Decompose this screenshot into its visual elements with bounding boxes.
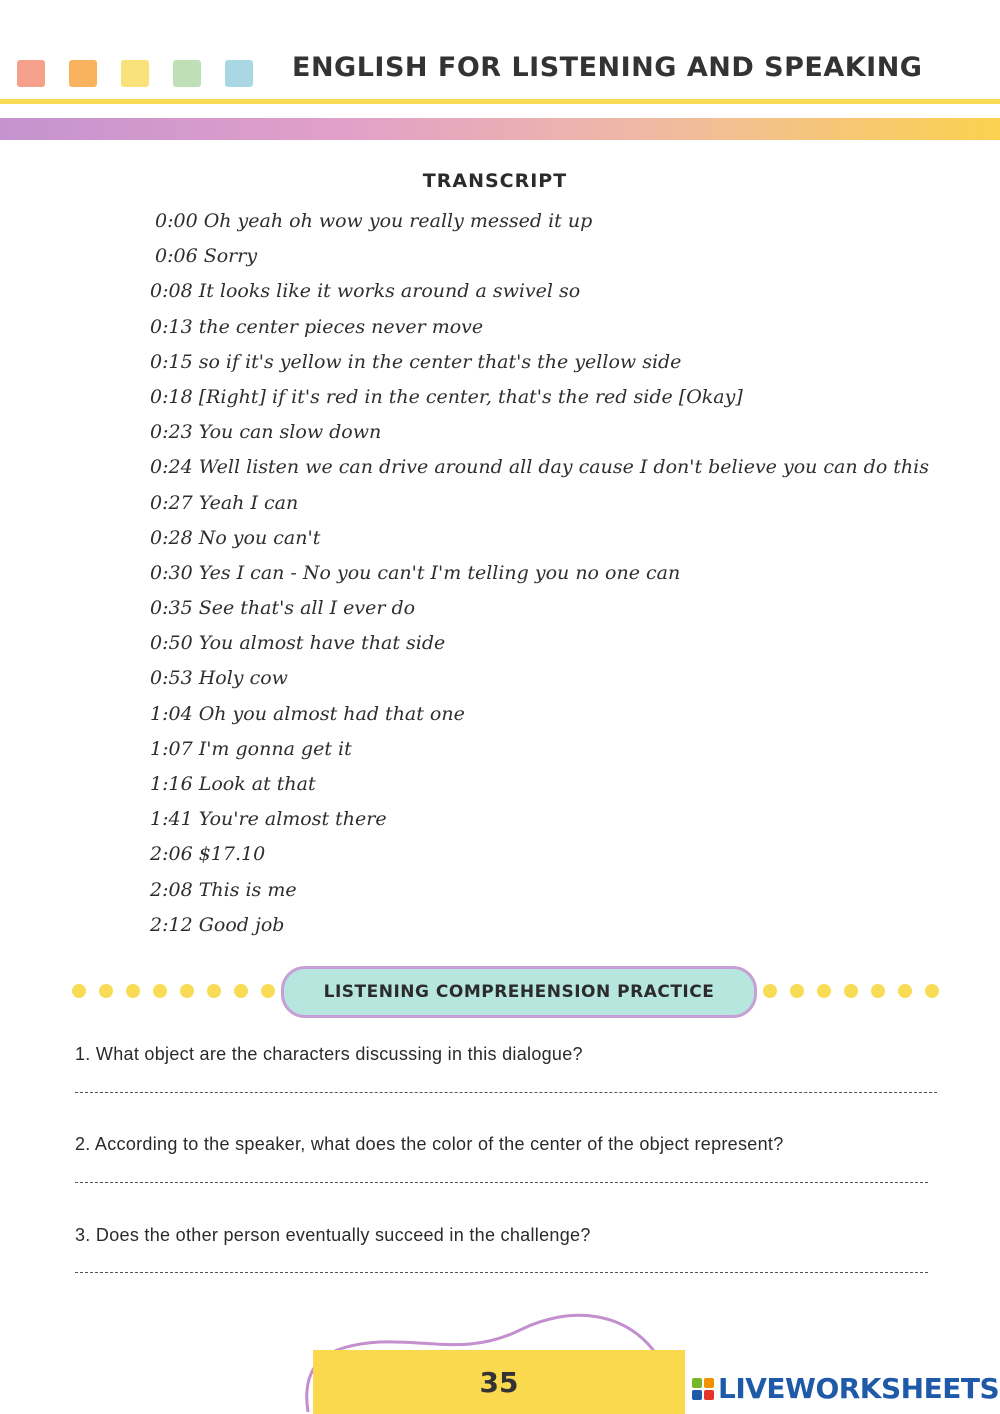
question-1: 1. What object are the characters discussing in this dialogue? xyxy=(75,1044,583,1064)
dot xyxy=(817,984,831,998)
header-color-squares xyxy=(17,60,253,87)
dot xyxy=(99,984,113,998)
transcript-line: 2:08 This is me xyxy=(150,878,297,901)
answer-line-3 xyxy=(75,1272,928,1273)
question-2: 2. According to the speaker, what does the color of the center of the object represent? xyxy=(75,1134,784,1154)
dot xyxy=(925,984,939,998)
right-dot-row xyxy=(763,984,939,998)
dot xyxy=(844,984,858,998)
page-number: 35 xyxy=(479,1365,519,1399)
transcript-line: 0:24 Well listen we can drive around all day cause I don't believe you can do this xyxy=(150,456,929,479)
answer-input-2[interactable] xyxy=(75,1156,932,1180)
transcript-line: 0:18 [Right] if it's red in the center, that's the red side [Okay] xyxy=(150,385,743,408)
question-3: 3. Does the other person eventually succeed in the challenge? xyxy=(75,1225,591,1245)
dot xyxy=(763,984,777,998)
transcript-line: 0:00 Oh yeah oh wow you really messed it up xyxy=(155,210,593,232)
transcript-line: 0:35 See that's all I ever do xyxy=(150,597,416,620)
left-dot-row xyxy=(72,984,275,998)
transcript-line: 1:04 Oh you almost had that one xyxy=(150,702,465,725)
page-number-box xyxy=(313,1350,685,1414)
transcript-line: 0:27 Yeah I can xyxy=(150,491,299,514)
dot xyxy=(234,984,248,998)
dot xyxy=(180,984,194,998)
answer-input-1[interactable] xyxy=(75,1066,941,1090)
transcript-line: 0:23 You can slow down xyxy=(150,421,382,444)
transcript-line: 2:12 Good job xyxy=(150,913,285,936)
transcript-heading: TRANSCRIPT xyxy=(422,170,568,192)
transcript-line: 0:30 Yes I can - No you can't I'm telling you no one can xyxy=(150,561,681,584)
dot xyxy=(153,984,167,998)
transcript-line: 1:41 You're almost there xyxy=(150,808,387,831)
transcript-line: 1:16 Look at that xyxy=(150,773,316,795)
color-square xyxy=(225,60,253,87)
transcript-line: 2:06 $17.10 xyxy=(150,843,266,866)
practice-banner: LISTENING COMPREHENSION PRACTICE xyxy=(281,966,757,1018)
transcript-line: 0:08 It looks like it works around a swivel so xyxy=(150,280,581,303)
gradient-band xyxy=(0,118,1000,140)
header-divider xyxy=(0,99,1000,104)
dot xyxy=(72,984,86,998)
answer-line-1 xyxy=(75,1092,937,1093)
transcript-line: 0:50 You almost have that side xyxy=(150,632,446,655)
liveworksheets-grid-icon xyxy=(692,1378,714,1400)
transcript-line: 0:06 Sorry xyxy=(155,245,258,268)
dot xyxy=(261,984,275,998)
liveworksheets-logo xyxy=(692,1372,999,1405)
dot xyxy=(898,984,912,998)
transcript-line: 1:07 I'm gonna get it xyxy=(150,737,352,760)
liveworksheets-brand: LIVEWORKSHEETS xyxy=(718,1372,1000,1405)
page-title: ENGLISH FOR LISTENING AND SPEAKING xyxy=(292,52,923,83)
dot xyxy=(126,984,140,998)
transcript-line: 0:28 No you can't xyxy=(150,526,321,549)
dot xyxy=(871,984,885,998)
transcript-line: 0:53 Holy cow xyxy=(150,667,288,690)
dot xyxy=(207,984,221,998)
dot xyxy=(790,984,804,998)
color-square xyxy=(173,60,201,87)
transcript-line: 0:15 so if it's yellow in the center that's the yellow side xyxy=(150,350,682,373)
answer-input-3[interactable] xyxy=(75,1246,932,1270)
transcript-line: 0:13 the center pieces never move xyxy=(150,315,484,338)
color-square xyxy=(17,60,45,87)
answer-line-2 xyxy=(75,1182,928,1183)
color-square xyxy=(121,60,149,87)
color-square xyxy=(69,60,97,87)
transcript-list xyxy=(150,205,930,944)
